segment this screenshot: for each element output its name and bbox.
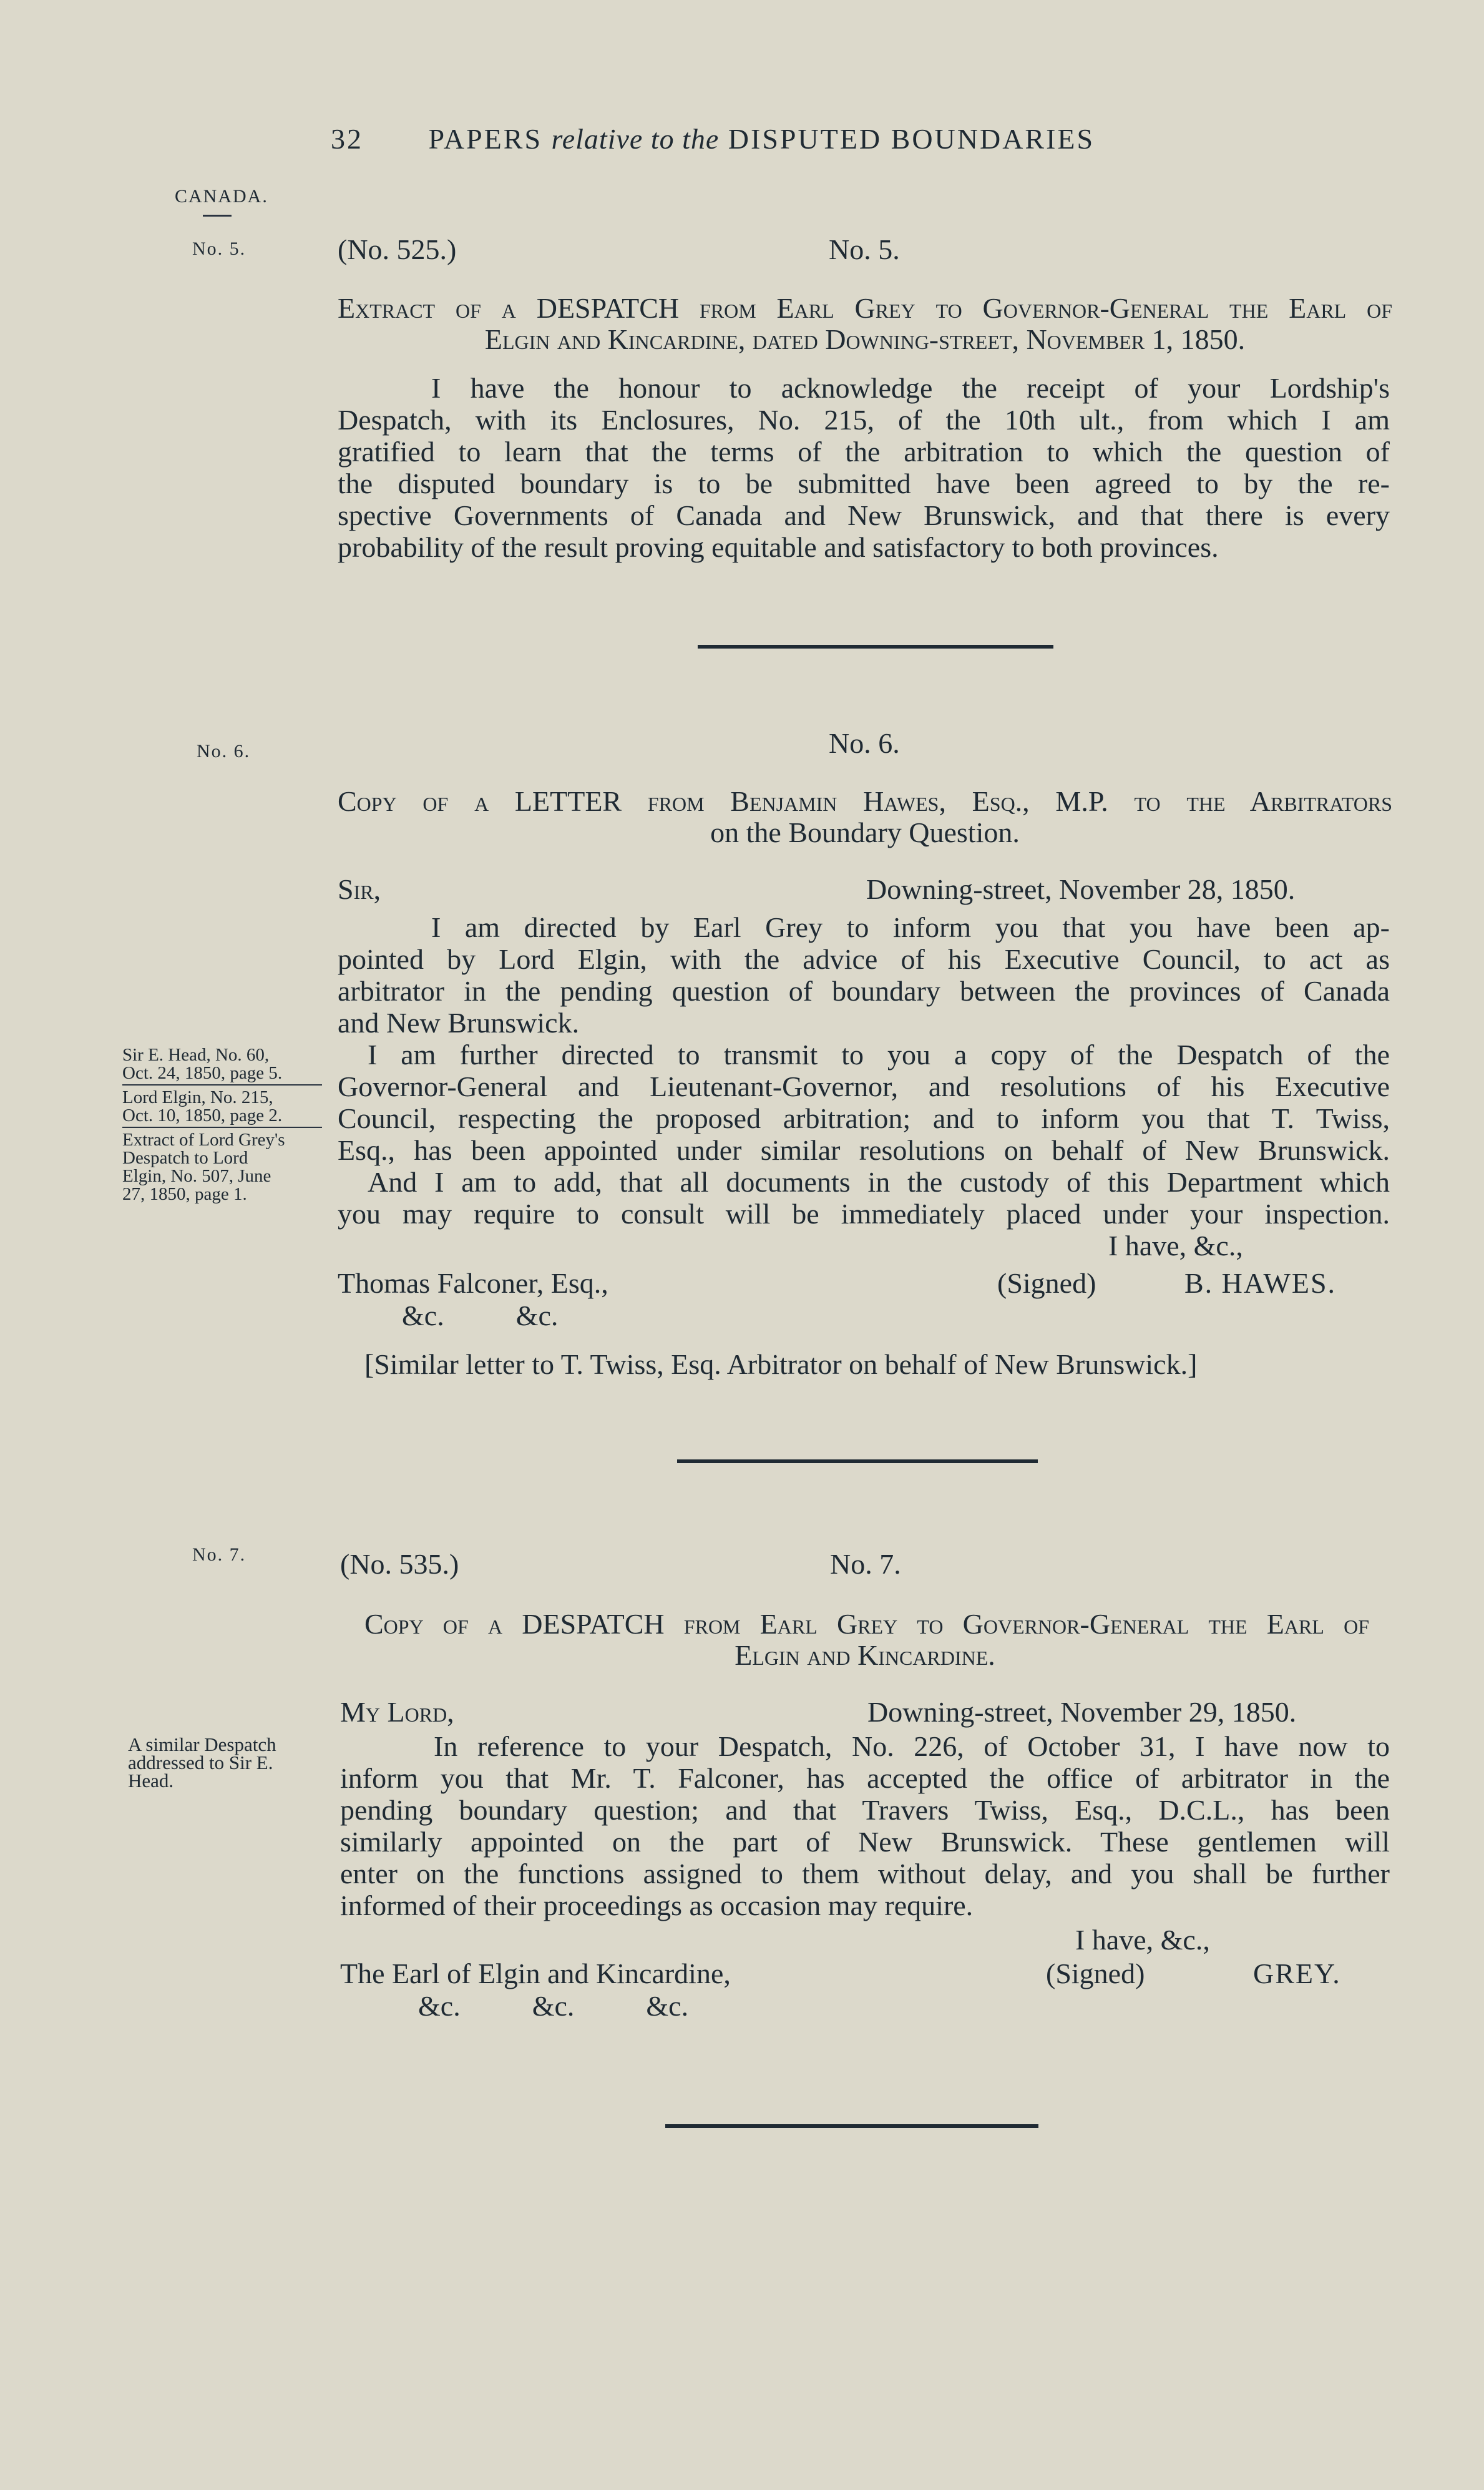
doc7-line: informed of their proceedings as occasion may require. — [340, 1890, 974, 1921]
running-head — [331, 122, 1095, 155]
doc7-signatory: GREY. — [1253, 1958, 1341, 1989]
doc7-line: inform you that Mr. T. Falconer, has accepted the office of arbitrator in the — [340, 1762, 1390, 1794]
margin-no7: No. 7. — [192, 1544, 247, 1565]
doc6-line: I am further directed to transmit to you a copy of the Despatch of the — [368, 1039, 1390, 1071]
margin-note-line: addressed to Sir E. — [128, 1752, 273, 1773]
margin-no5: No. 5. — [192, 238, 247, 259]
doc6-number: No. 6. — [829, 727, 900, 759]
margin-no6: No. 6. — [197, 741, 251, 762]
doc6-signatory: B. HAWES. — [1184, 1267, 1337, 1299]
margin-note-line: Oct. 24, 1850, page 5. — [122, 1063, 283, 1083]
doc6-note: [Similar letter to T. Twiss, Esq. Arbitrator on behalf of New Brunswick.] — [364, 1348, 1198, 1380]
doc5-heading-text: Extract of a DESPATCH from Earl Grey to Governor-General the Earl of — [338, 292, 1392, 324]
header-title-end: DISPUTED BOUNDARIES — [728, 123, 1095, 155]
doc5-body — [338, 372, 1390, 563]
doc6-etc: &c. &c. — [402, 1300, 559, 1331]
doc5-heading-text: Elgin and Kincardine, dated Downing-street, November 1, 1850. — [484, 323, 1246, 355]
margin-section-label: CANADA. — [175, 186, 268, 207]
margin-note-rule — [122, 1127, 322, 1128]
doc6-line: Governor-General and Lieutenant-Governor, and resolutions of his Executive — [338, 1071, 1390, 1102]
doc6-addressee: Thomas Falconer, Esq., — [338, 1267, 608, 1299]
doc6-line: I am directed by Earl Grey to inform you that you have been ap- — [431, 911, 1390, 943]
doc6-heading-line1 — [338, 785, 1392, 817]
doc6-line: Council, respecting the proposed arbitration; and to inform you that T. Twiss, — [338, 1102, 1390, 1134]
margin-note-head-ref — [122, 1046, 322, 1203]
doc6-line: arbitrator in the pending question of boundary between the provinces of Canada — [338, 975, 1390, 1007]
doc7-line: similarly appointed on the part of New Brunswick. These gentlemen will — [340, 1826, 1390, 1858]
margin-note-line: Sir E. Head, No. 60, — [122, 1045, 270, 1065]
section-separator — [665, 2124, 1038, 2128]
doc5-line: Despatch, with its Enclosures, No. 215, of the 10th ult., from which I am — [338, 404, 1390, 436]
doc5-line: probability of the result proving equitable and satisfactory to both provinces. — [338, 531, 1219, 563]
doc6-line: And I am to add, that all documents in the custody of this Department which — [368, 1166, 1390, 1198]
doc5-line: the disputed boundary is to be submitted have been agreed to by the re- — [338, 468, 1390, 499]
margin-note-line: Elgin, No. 507, June — [122, 1166, 271, 1186]
doc5-number: No. 5. — [829, 233, 900, 265]
doc6-body — [338, 911, 1390, 1230]
doc6-line: you may require to consult will be immediately placed under your inspection. — [338, 1198, 1390, 1230]
margin-note-line: Oct. 10, 1850, page 2. — [122, 1105, 283, 1125]
doc5-ref: (No. 525.) — [338, 233, 457, 265]
doc5-heading-line2 — [338, 323, 1392, 355]
doc6-closing: I have, &c., — [1108, 1230, 1243, 1262]
doc6-dateline: Downing-street, November 28, 1850. — [866, 873, 1296, 905]
doc7-ref: (No. 535.) — [340, 1548, 459, 1580]
doc7-etc: &c. &c. &c. — [418, 1990, 689, 2022]
doc7-body — [340, 1730, 1390, 1921]
margin-section-rule — [203, 215, 232, 217]
doc7-line: enter on the functions assigned to them without delay, and you shall be further — [340, 1858, 1390, 1890]
margin-note-line: Extract of Lord Grey's — [122, 1130, 285, 1150]
doc6-salutation: Sir, — [338, 873, 381, 905]
margin-note-similar-despatch — [128, 1735, 276, 1790]
doc6-line: and New Brunswick. — [338, 1007, 580, 1039]
doc5-line: I have the honour to acknowledge the receipt of your Lordship's — [431, 372, 1390, 404]
doc7-heading-line2: Elgin and Kincardine. — [735, 1639, 995, 1671]
doc7-number: No. 7. — [830, 1548, 901, 1580]
doc7-heading-line1 — [364, 1608, 1369, 1640]
doc6-heading-line2: on the Boundary Question. — [710, 816, 1020, 848]
section-separator — [698, 645, 1053, 649]
header-title-italic: relative to the — [551, 123, 720, 155]
doc7-closing: I have, &c., — [1075, 1924, 1210, 1956]
doc7-dateline: Downing-street, November 29, 1850. — [867, 1696, 1297, 1728]
doc7-signed: (Signed) — [1046, 1958, 1145, 1989]
doc7-line: pending boundary question; and that Travers Twiss, Esq., D.C.L., has been — [340, 1794, 1390, 1826]
doc6-heading-text: Copy of a LETTER from Benjamin Hawes, Esq., M.P. to the Arbitrators — [338, 785, 1392, 817]
doc7-salutation: My Lord, — [340, 1696, 454, 1728]
doc7-addressee: The Earl of Elgin and Kincardine, — [340, 1958, 731, 1989]
margin-note-line: A similar Despatch — [128, 1733, 276, 1755]
margin-note-line: Lord Elgin, No. 215, — [122, 1087, 273, 1107]
header-title-start: PAPERS — [428, 123, 543, 155]
doc5-heading-line1 — [338, 292, 1392, 324]
doc6-line: Esq., has been appointed under similar resolutions on behalf of New Brunswick. — [338, 1134, 1390, 1166]
doc7-line: In reference to your Despatch, No. 226, of October 31, I have now to — [434, 1730, 1390, 1762]
doc5-line: gratified to learn that the terms of the arbitration to which the question of — [338, 436, 1390, 468]
doc5-line: spective Governments of Canada and New Brunswick, and that there is every — [338, 499, 1390, 531]
doc6-line: pointed by Lord Elgin, with the advice of his Executive Council, to act as — [338, 943, 1390, 975]
margin-note-line: 27, 1850, page 1. — [122, 1184, 247, 1204]
section-separator — [677, 1459, 1038, 1463]
doc6-signed: (Signed) — [997, 1267, 1096, 1299]
doc7-heading-text: Copy of a DESPATCH from Earl Grey to Governor-General the Earl of — [364, 1608, 1369, 1640]
margin-note-line: Head. — [128, 1770, 174, 1792]
page-number: 32 — [331, 123, 363, 155]
margin-note-line: Despatch to Lord — [122, 1148, 248, 1168]
margin-note-rule — [122, 1084, 322, 1086]
